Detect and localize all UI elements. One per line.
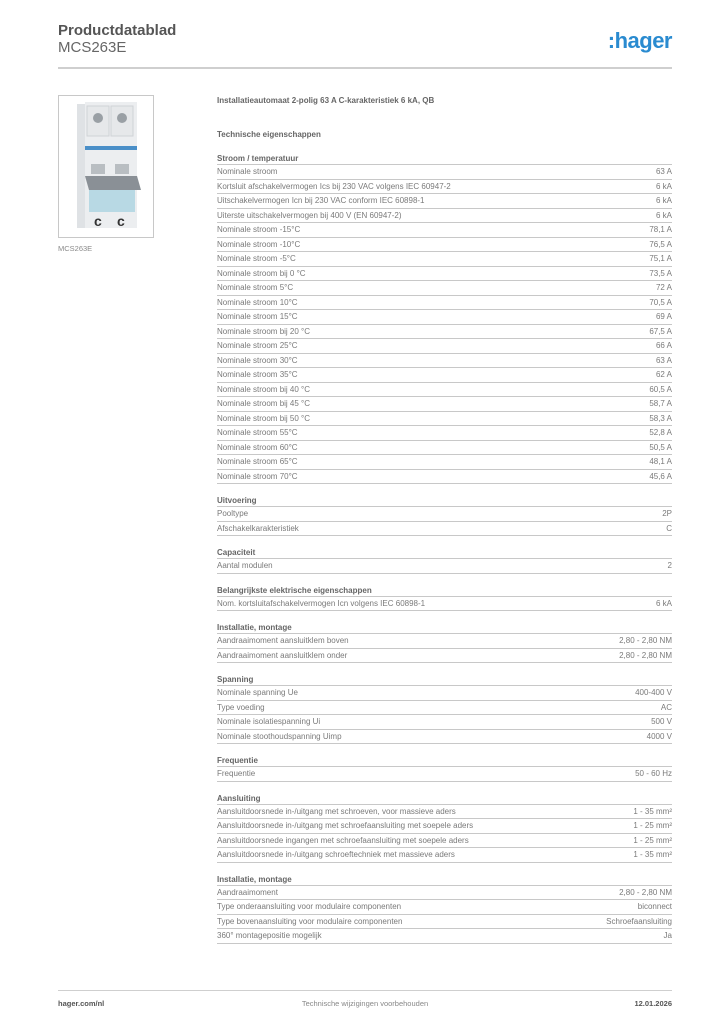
- spec-row: [217, 715, 672, 730]
- spec-value: 58,7 A: [649, 399, 672, 408]
- spec-value: 2,80 - 2,80 NM: [619, 636, 672, 645]
- spec-label: Nominale isolatiespanning Ui: [217, 717, 321, 726]
- product-description: Installatieautomaat 2-polig 63 A C-karakteristiek 6 kA, QB: [217, 96, 435, 105]
- spec-value: 73,5 A: [649, 268, 672, 278]
- spec-label: Nominale stroom bij 50 °C: [217, 413, 311, 423]
- section-title: Uitvoering: [217, 495, 672, 507]
- spec-sections: [217, 153, 672, 944]
- section-title: Stroom / temperatuur: [217, 153, 672, 165]
- document-title: Productdatablad: [58, 22, 177, 39]
- hager-logo: :hager: [607, 28, 672, 53]
- spec-value: 67,5 A: [649, 326, 672, 336]
- spec-value: 500 V: [651, 717, 672, 726]
- spec-value: 52,8 A: [649, 428, 672, 437]
- spec-value: 63 A: [655, 355, 672, 365]
- section-title: Aansluiting: [217, 793, 672, 805]
- spec-section: [217, 874, 672, 944]
- spec-row: [217, 834, 672, 849]
- section-title: Spanning: [217, 674, 672, 686]
- spec-label: Nominale stroom 15°C: [217, 312, 298, 321]
- spec-row: [217, 281, 672, 296]
- spec-value: 63 A: [655, 167, 672, 176]
- spec-label: Nominale stroom 60°C: [217, 442, 298, 452]
- spec-label: Nominale stroom bij 40 °C: [217, 384, 311, 394]
- product-image: [58, 95, 154, 238]
- spec-value: 6 kA: [655, 210, 672, 220]
- spec-row: [217, 848, 672, 863]
- spec-label: Type bovenaansluiting voor modulaire componenten: [217, 916, 403, 926]
- spec-row: [217, 805, 672, 820]
- spec-label: Nominale stroom bij 20 °C: [217, 326, 311, 336]
- spec-label: Nominale stroom -15°C: [217, 225, 301, 234]
- spec-row: [217, 701, 672, 716]
- spec-row: [217, 209, 672, 224]
- document-date: 12.01.2026: [634, 999, 672, 1008]
- spec-label: Aantal modulen: [217, 561, 273, 570]
- spec-row: [217, 426, 672, 441]
- circuit-breaker-icon: [59, 96, 153, 237]
- website-link[interactable]: hager.com/nl: [58, 999, 105, 1008]
- spec-row: [217, 455, 672, 470]
- spec-value: 48,1 A: [649, 457, 672, 466]
- spec-section: [217, 793, 672, 863]
- spec-row: [217, 886, 672, 901]
- spec-row: [217, 194, 672, 209]
- spec-value: 4000 V: [646, 731, 672, 741]
- spec-label: Frequentie: [217, 769, 256, 778]
- spec-row: [217, 597, 672, 612]
- spec-label: Uitschakelvermogen Icn bij 230 VAC conform IEC 60898-1: [217, 196, 425, 205]
- spec-row: [217, 730, 672, 745]
- spec-value: 6 kA: [655, 181, 672, 191]
- spec-value: 2,80 - 2,80 NM: [619, 887, 672, 897]
- spec-label: Afschakelkarakteristiek: [217, 523, 299, 533]
- spec-label: Aansluitdoorsnede ingangen met schroefaansluiting met soepele aders: [217, 835, 469, 845]
- spec-label: Nominale stroom 65°C: [217, 457, 298, 466]
- spec-label: Nominale stroom -10°C: [217, 239, 301, 249]
- spec-value: 76,5 A: [649, 239, 672, 249]
- spec-value: AC: [660, 702, 672, 712]
- spec-value: 2: [667, 561, 672, 570]
- spec-row: [217, 522, 672, 537]
- spec-row: [217, 649, 672, 664]
- spec-row: [217, 325, 672, 340]
- spec-label: Uiterste uitschakelvermogen bij 400 V (EN 60947-2): [217, 210, 402, 220]
- spec-label: Nominale stroom 5°C: [217, 283, 294, 292]
- svg-text:c: c: [94, 213, 102, 229]
- spec-label: Nominale stroom bij 0 °C: [217, 268, 306, 278]
- spec-value: 6 kA: [655, 196, 672, 205]
- spec-label: Nominale stoothoudspanning Uimp: [217, 731, 342, 741]
- product-code: MCS263E: [58, 39, 127, 56]
- spec-value: 69 A: [655, 312, 672, 321]
- spec-value: biconnect: [637, 902, 672, 911]
- spec-row: [217, 559, 672, 574]
- spec-value: 2P: [662, 509, 672, 518]
- spec-section: [217, 755, 672, 782]
- spec-value: 58,3 A: [649, 413, 672, 423]
- section-title: Belangrijkste elektrische eigenschappen: [217, 585, 672, 597]
- header-divider: [58, 67, 672, 69]
- spec-label: Aandraaimoment aansluitklem onder: [217, 650, 348, 660]
- spec-value: C: [666, 523, 672, 533]
- spec-row: [217, 310, 672, 325]
- spec-row: [217, 470, 672, 485]
- spec-value: 62 A: [655, 370, 672, 379]
- spec-label: Aandraaimoment: [217, 887, 278, 897]
- spec-row: [217, 929, 672, 944]
- spec-row: [217, 339, 672, 354]
- spec-label: Aansluitdoorsnede in-/uitgang schroeftechniek met massieve aders: [217, 850, 455, 859]
- section-title: Installatie, montage: [217, 874, 672, 886]
- spec-value: 1 - 35 mm²: [633, 850, 672, 859]
- spec-row: [217, 368, 672, 383]
- spec-row: [217, 767, 672, 782]
- spec-row: [217, 412, 672, 427]
- spec-row: [217, 296, 672, 311]
- image-caption: MCS263E: [58, 244, 93, 253]
- spec-row: [217, 223, 672, 238]
- footer-divider: [58, 990, 672, 991]
- spec-value: 400-400 V: [635, 688, 672, 697]
- spec-label: Nom. kortsluitafschakelvermogen Icn volgens IEC 60898-1: [217, 598, 426, 608]
- spec-row: [217, 252, 672, 267]
- spec-row: [217, 686, 672, 701]
- section-title: Capaciteit: [217, 547, 672, 559]
- spec-label: Type onderaansluiting voor modulaire componenten: [217, 902, 402, 911]
- spec-value: Schroefaansluiting: [606, 916, 672, 926]
- spec-value: 1 - 25 mm²: [633, 821, 672, 830]
- spec-value: 50 - 60 Hz: [635, 769, 672, 778]
- spec-row: [217, 165, 672, 180]
- spec-section: [217, 622, 672, 663]
- svg-text:c: c: [117, 213, 125, 229]
- spec-value: 60,5 A: [649, 384, 672, 394]
- technical-properties-title: Technische eigenschappen: [217, 130, 321, 139]
- spec-label: Kortsluit afschakelvermogen Ics bij 230 VAC volgens IEC 60947-2: [217, 181, 451, 191]
- spec-content: [217, 96, 672, 944]
- spec-row: [217, 634, 672, 649]
- spec-label: Nominale stroom bij 45 °C: [217, 399, 311, 408]
- disclaimer-text: Technische wijzigingen voorbehouden: [301, 999, 429, 1008]
- spec-label: Nominale spanning Ue: [217, 688, 298, 697]
- spec-label: Nominale stroom 55°C: [217, 428, 298, 437]
- spec-row: [217, 267, 672, 282]
- spec-row: [217, 383, 672, 398]
- spec-value: 70,5 A: [649, 297, 672, 307]
- spec-label: Aansluitdoorsnede in-/uitgang met schroeven, voor massieve aders: [217, 806, 456, 816]
- spec-label: Nominale stroom 25°C: [217, 341, 298, 350]
- page-header: [58, 22, 672, 70]
- spec-section: [217, 547, 672, 574]
- spec-value: 6 kA: [655, 598, 672, 608]
- spec-label: Nominale stroom 70°C: [217, 471, 298, 481]
- spec-row: [217, 441, 672, 456]
- spec-value: Ja: [663, 931, 672, 940]
- spec-label: Nominale stroom 35°C: [217, 370, 298, 379]
- spec-section: [217, 495, 672, 536]
- spec-value: 78,1 A: [649, 225, 672, 234]
- spec-value: 1 - 25 mm²: [633, 835, 672, 845]
- spec-value: 75,1 A: [649, 254, 672, 263]
- spec-label: Nominale stroom -5°C: [217, 254, 296, 263]
- spec-label: Aandraaimoment aansluitklem boven: [217, 636, 349, 645]
- spec-section: [217, 585, 672, 612]
- spec-row: [217, 354, 672, 369]
- spec-value: 2,80 - 2,80 NM: [619, 650, 672, 660]
- spec-label: Nominale stroom: [217, 167, 278, 176]
- spec-label: Type voeding: [217, 702, 265, 712]
- spec-value: 72 A: [655, 283, 672, 292]
- spec-value: 66 A: [655, 341, 672, 350]
- spec-value: 50,5 A: [649, 442, 672, 452]
- spec-value: 1 - 35 mm²: [633, 806, 672, 816]
- section-title: Frequentie: [217, 755, 672, 767]
- spec-row: [217, 900, 672, 915]
- spec-row: [217, 915, 672, 930]
- spec-row: [217, 180, 672, 195]
- spec-section: [217, 674, 672, 744]
- spec-label: Nominale stroom 10°C: [217, 297, 298, 307]
- spec-row: [217, 238, 672, 253]
- spec-label: Pooltype: [217, 509, 249, 518]
- spec-label: Aansluitdoorsnede in-/uitgang met schroefaansluiting met soepele aders: [217, 821, 474, 830]
- spec-label: Nominale stroom 30°C: [217, 355, 298, 365]
- spec-row: [217, 507, 672, 522]
- spec-value: 45,6 A: [649, 471, 672, 481]
- spec-section: [217, 153, 672, 484]
- spec-label: 360° montagepositie mogelijk: [217, 931, 322, 940]
- spec-row: [217, 397, 672, 412]
- section-title: Installatie, montage: [217, 622, 672, 634]
- spec-row: [217, 819, 672, 834]
